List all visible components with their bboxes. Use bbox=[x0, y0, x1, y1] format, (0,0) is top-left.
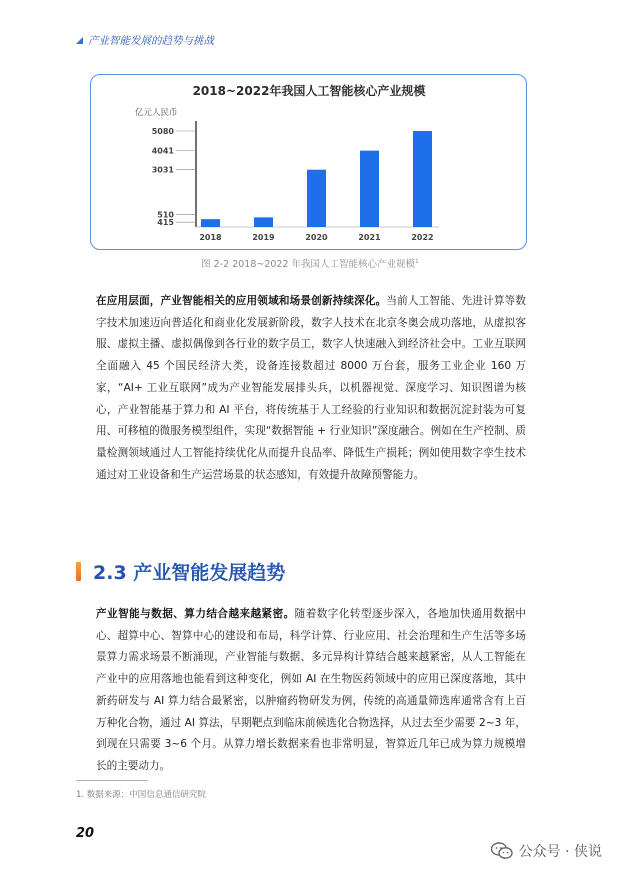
figure-caption bbox=[0, 256, 620, 270]
y-tick-label: 5080 bbox=[151, 127, 174, 136]
footnote-ref: 1 bbox=[415, 257, 419, 265]
y-tick-label: 3031 bbox=[151, 165, 174, 175]
watermark bbox=[491, 841, 602, 861]
y-tick-label: 510 bbox=[157, 210, 174, 220]
chart-title: 2018~2022年我国人工智能核心产业规模 bbox=[192, 84, 426, 98]
bar-chart bbox=[91, 75, 526, 249]
x-tick-label: 2022 bbox=[411, 233, 434, 242]
paragraph-body: 当前人工智能、先进计算等数字技术加速迈向普适化和商业化发展新阶段，数字人技术在北京冬奥会成功落地，从虚拟客服、虚拟主播、虚拟偶像到各行业的数字员工，数字人快速融入到经济社会中。工业互联网全面融入 45 个国民经济大类，设备连接数超过 8000 万台套，服务工业企业 160 万家，“AI+ 工业互联网”成为产业智能发展排头兵，以机器视觉、深度学习、知识图谱为核心，产业智能基于算力和 AI 平台，将传统基于人工经验的行业知识和数据沉淀封装为可复用、可移植的微服务模型组件，实现“数据智能 + 行业知识”深度融合。例如在生产控制、质量检测领域通过人工智能持续优化从而提升良品率、降低生产损耗；例如使用数字孪生技术通过对工业设备和生产运营场景的状态感知，有效提升故障预警能力。 bbox=[96, 295, 527, 481]
y-axis-label: 亿元人民币 bbox=[135, 108, 178, 118]
wechat-icon bbox=[491, 842, 513, 860]
footnote-divider bbox=[76, 780, 148, 781]
x-tick-label: 2020 bbox=[305, 233, 328, 242]
paragraph-trend bbox=[96, 604, 526, 778]
section-accent-bar bbox=[76, 562, 81, 581]
paragraph-lead: 在应用层面，产业智能相关的应用领域和场景创新持续深化。 bbox=[96, 295, 387, 307]
x-tick-label: 2019 bbox=[252, 233, 275, 242]
bar-2019 bbox=[254, 217, 273, 227]
bar-2021 bbox=[360, 151, 379, 227]
bar-2018 bbox=[201, 219, 220, 227]
bar-2020 bbox=[307, 170, 326, 227]
header-triangle-icon bbox=[76, 37, 83, 44]
chart-figure bbox=[90, 74, 527, 250]
running-header bbox=[76, 33, 214, 48]
section-heading bbox=[76, 558, 285, 585]
footnote: 1. 数据来源：中国信息通信研究院 bbox=[76, 790, 206, 800]
bar-2022 bbox=[413, 131, 432, 227]
y-tick-label: 4041 bbox=[151, 146, 174, 156]
running-header-title: 产业智能发展的趋势与挑战 bbox=[88, 35, 214, 47]
page-number: 20 bbox=[76, 826, 95, 841]
paragraph-application-layer bbox=[96, 291, 526, 486]
x-tick-label: 2018 bbox=[199, 233, 222, 242]
paragraph-lead: 产业智能与数据、算力结合越来越紧密。 bbox=[96, 608, 295, 620]
paragraph-body: 随着数字化转型逐步深入，各地加快通用数据中心、超算中心、智算中心的建设和布局，科学计算、行业应用、社会治理和生产生活等多场景算力需求场景不断涌现，产业智能与数据、多元异构计算结合越来越紧密，从人工智能在产业中的应用落地也能看到这种变化，例如 AI 在生物医药领域中的应用已深度落地，其中新药研发与 AI 算力结合最紧密，以肿瘤药物研发为例，传统的高通量筛选库通常含有上百万种化合物，通过 AI 算法，早期靶点到临床前候选化合物选择，从过去至少需要 2~3 年，到现在只需要 3~6 个月。从算力增长数据来看也非常明显，智算近几年已成为算力规模增长的主要动力。 bbox=[96, 608, 527, 772]
section-title: 2.3 产业智能发展趋势 bbox=[93, 562, 286, 584]
figure-caption-text: 图 2-2 2018~2022 年我国人工智能核心产业规模 bbox=[201, 259, 416, 270]
y-tick-label: 415 bbox=[157, 218, 174, 228]
watermark-text: 公众号 · 侠说 bbox=[518, 844, 602, 860]
x-tick-label: 2021 bbox=[358, 233, 381, 242]
